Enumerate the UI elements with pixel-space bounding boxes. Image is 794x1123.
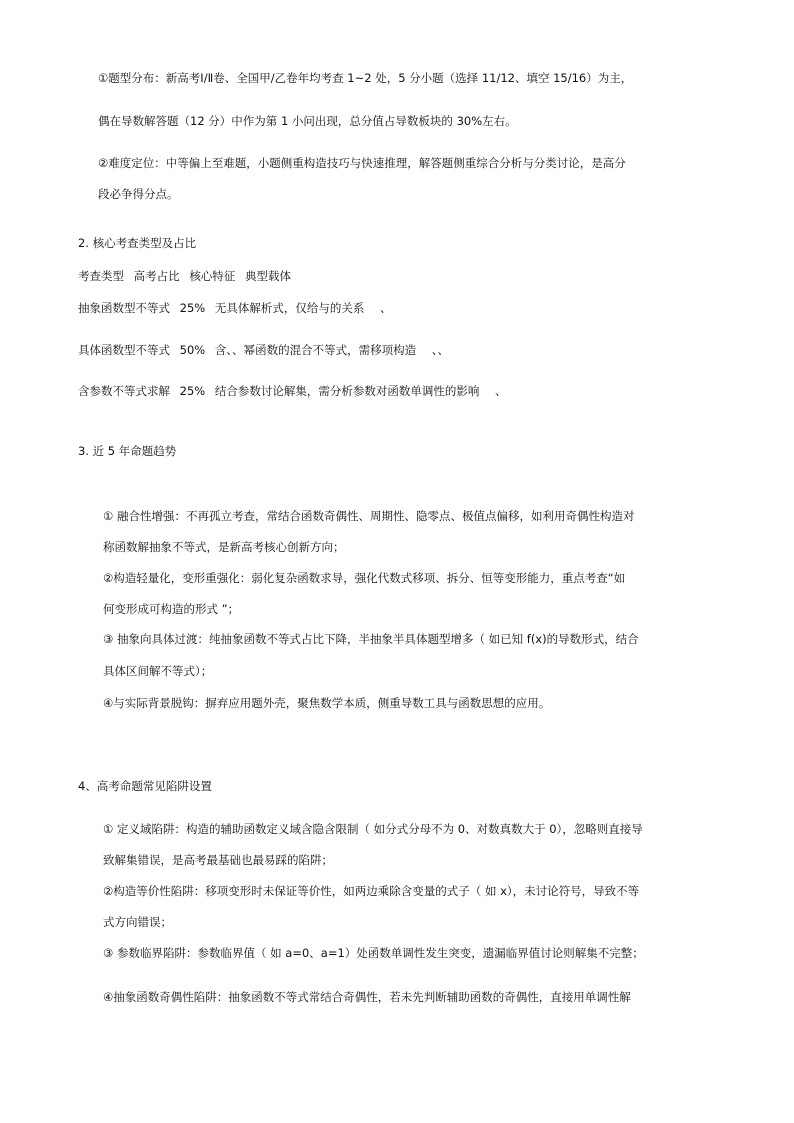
s3-item4-line1: ④与实际背景脱钩：摒弃应用题外壳，聚焦数学本质，侧重导数工具与函数思想的应用。 (103, 696, 551, 710)
s3-item3-line1: ③ 抽象向具体过渡：纯抽象函数不等式占比下降，半抽象半具体题型增多（ 如已知 f(x)的导数形式，结合 (103, 632, 639, 646)
s4-item1-line2: 致解集错误，是高考最基础也最易踩的陷阱； (103, 853, 333, 867)
table-cell-type: 含参数不等式求解 (78, 384, 170, 398)
s4-item4-line1: ④抽象函数奇偶性陷阱：抽象函数不等式常结合奇偶性，若未先判断辅助函数的奇偶性，直接用单调性解 (103, 990, 631, 1004)
table-cell-ratio: 25% (179, 384, 206, 398)
s3-item2-line1: ②构造轻量化，变形重强化：弱化复杂函数求导，强化代数式移项、拆分、恒等变形能力，重点考查“如 (103, 571, 626, 585)
s3-item1-line1: ① 融合性增强：不再孤立考查，常结合函数奇偶性、周期性、隐零点、极值点偏移，如利用奇偶性构造对 (103, 509, 635, 523)
table-row (78, 301, 398, 315)
s1-item2-line1: ②难度定位：中等偏上至难题，小题侧重构造技巧与快速推理，解答题侧重综合分析与分类讨论，是高分 (98, 156, 626, 170)
table-header-ratio: 高考占比 (133, 269, 180, 283)
table-header-feature: 核心特征 (189, 269, 236, 283)
s3-item3-line2: 具体区间解不等式）； (103, 664, 213, 678)
s1-item1-line2: 偶在导数解答题（12 分）中作为第 1 小问出现，总分值占导数板块的 30%左右。 (98, 114, 517, 128)
section4-heading: 4、高考命题常见陷阱设置 (78, 779, 212, 793)
table-cell-ratio: 50% (179, 343, 206, 357)
table-row (78, 384, 513, 398)
table-cell-type: 抽象函数型不等式 (78, 301, 170, 315)
table-cell-carrier: 、、 (431, 343, 450, 357)
section2-heading: 2. 核心考查类型及占比 (78, 236, 197, 250)
table-header-type: 考查类型 (78, 269, 124, 283)
s1-item1-line1: ①题型分布：新高考Ⅰ/Ⅱ卷、全国甲/乙卷年均考查 1~2 处，5 分小题（选择 11/12、填空 15/16）为主， (98, 71, 633, 85)
table-cell-feature: 无具体解析式，仅给与的关系 (214, 301, 365, 315)
table-cell-ratio: 25% (179, 301, 206, 315)
s3-item2-line2: 何变形成可构造的形式 ”； (103, 602, 240, 616)
table-cell-type: 具体函数型不等式 (78, 343, 170, 357)
table-cell-feature: 含、、幂函数的混合不等式，需移项构造 (214, 343, 417, 357)
section3-heading: 3. 近 5 年命题趋势 (78, 444, 177, 458)
table-cell-carrier: 、 (495, 384, 507, 398)
s4-item2-line1: ②构造等价性陷阱：移项变形时未保证等价性，如两边乘除含变量的式子（ 如 x），未讨论符号，导致不等 (103, 884, 640, 898)
table-row (78, 343, 455, 357)
s1-item2-line2: 段必争得分点。 (98, 187, 179, 201)
s4-item1-line1: ① 定义域陷阱：构造的辅助函数定义域含隐含限制（ 如分式分母不为 0、对数真数大于 0），忽略则直接导 (103, 822, 643, 836)
s4-item3-line1: ③ 参数临界陷阱：参数临界值（ 如 a=0、a=1）处函数单调性发生突变，遗漏临界值讨论则解集不完整； (103, 946, 644, 960)
s4-item2-line2: 式方向错误； (103, 915, 172, 929)
s3-item1-line2: 称函数解抽象不等式，是新高考核心创新方向； (103, 540, 345, 554)
table-cell-carrier: 、 (380, 301, 392, 315)
table-header-row (78, 269, 297, 283)
table-cell-feature: 结合参数讨论解集，需分析参数对函数单调性的影响 (214, 384, 480, 398)
table-header-carrier: 典型载体 (244, 269, 291, 283)
